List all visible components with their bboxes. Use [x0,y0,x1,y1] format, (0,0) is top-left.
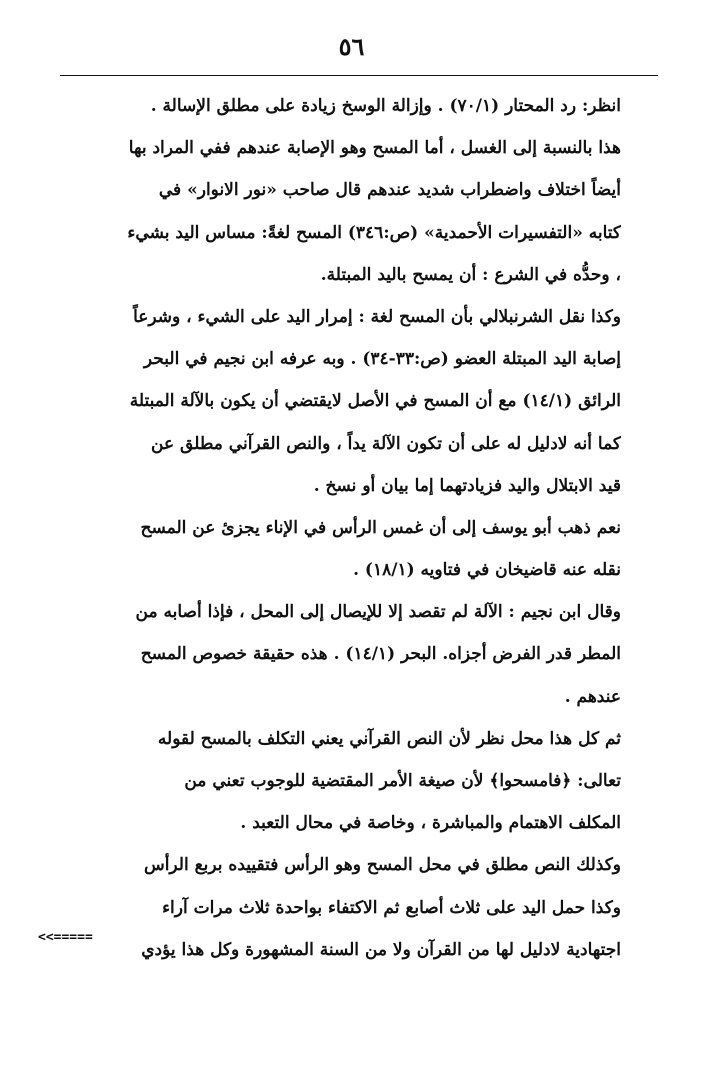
text-line: أيضاً اختلاف واضطراب شديد عندهم قال صاحب «نور الانوار» في [158,180,621,201]
text-line: وكذا حمل اليد على ثلاث أصابع ثم الاكتفاء بواحدة ثلاث مرات آراء [162,897,621,918]
text-line: هذا بالنسبة إلى الغسل ، أما المسح وهو الإصابة عندهم ففي المراد بها [128,138,621,159]
text-line: كما أنه لادليل له على أن تكون الآلة يداً ، والنص القرآني مطلق عن [151,433,621,454]
header-rule [60,75,658,76]
text-line: اجتهادية لادليل لها من القرآن ولا من السنة المشهورة وكل هذا يؤدي [141,939,621,960]
text-line: قيد الابتلال واليد فزيادتهما إما بيان أو نسخ . [313,475,621,496]
text-line: كتابه «التفسيرات الأحمدية» (ص:٣٤٦) المسح لغةً: مساس اليد بشيء [127,222,621,243]
text-line: وكذلك النص مطلق في محل المسح وهو الرأس فتقييده بربع الرأس [143,855,621,876]
text-line: إصابة اليد المبتلة العضو (ص:٣٣-٣٤) . وبه عرفه ابن نجيم في البحر [143,349,621,370]
text-line: الرائق (١٤/١) مع أن المسح في الأصل لايقتضي أن يكون بالآلة المبتلة [129,391,621,412]
text-line: وقال ابن نجيم : الآلة لم تقصد إلا للإيصال إلى المحل ، فإذا أصابه من [135,602,621,623]
text-line: ثم كل هذا محل نظر لأن النص القرآني يعني التكلف بالمسح لقوله [157,728,621,749]
text-line: المكلف الاهتمام والمباشرة ، وخاصة في محال التعبد . [240,813,621,834]
body-text [36,85,621,971]
page-number: ٥٦ [338,32,365,61]
continuation-arrow: <<===== [38,930,93,945]
text-line: المطر قدر الفرض أجزاه. البحر (١٤/١) . هذه حقيقة خصوص المسح [140,644,621,665]
text-line: نقله عنه قاضيخان في فتاويه (١٨/١) . [353,560,621,581]
text-line: نعم ذهب أبو يوسف إلى أن غمس الرأس في الإناء يجزئ عن المسح [140,517,621,538]
text-line: وكذا نقل الشرنبلالي بأن المسح لغة : إمرار اليد على الشيء ، وشرعاً [133,306,621,327]
text-line: ، وحدُّه في الشرع : أن يمسح باليد المبتلة. [320,264,621,285]
text-line: تعالى: ﴿فامسحوا﴾ لأن صيغة الأمر المقتضية للوجوب تعني من [184,771,621,791]
text-line: انظر: رد المحتار (٧٠/١) . وإزالة الوسخ زيادة على مطلق الإسالة . [150,96,621,116]
text-line: عندهم . [564,686,621,707]
